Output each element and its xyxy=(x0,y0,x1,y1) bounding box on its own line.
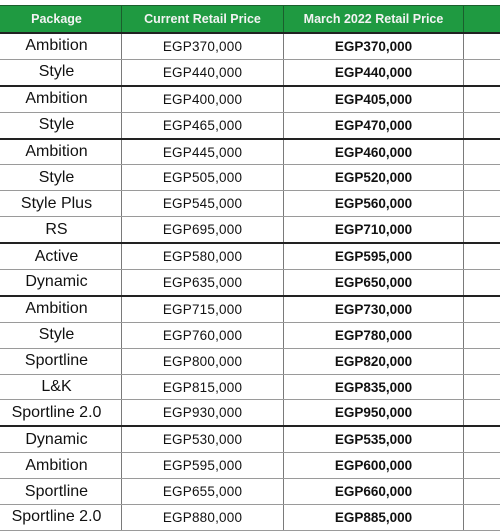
extra-cell xyxy=(464,191,500,217)
table-row xyxy=(0,165,500,191)
extra-cell xyxy=(464,505,500,531)
table-row xyxy=(0,59,500,85)
package-cell: Ambition xyxy=(0,33,122,59)
package-cell: Sportline xyxy=(0,479,122,505)
march-price-cell: EGP835,000 xyxy=(284,374,464,400)
current-price-cell: EGP815,000 xyxy=(122,374,284,400)
current-price-cell: EGP440,000 xyxy=(122,59,284,85)
current-price-cell: EGP595,000 xyxy=(122,453,284,479)
current-price-cell: EGP800,000 xyxy=(122,348,284,374)
march-price-cell: EGP405,000 xyxy=(284,86,464,112)
header-package: Package xyxy=(0,6,122,34)
march-price-cell: EGP710,000 xyxy=(284,217,464,243)
table-row xyxy=(0,86,500,112)
package-cell: Dynamic xyxy=(0,426,122,452)
current-price-cell: EGP465,000 xyxy=(122,112,284,138)
package-cell: L&K xyxy=(0,374,122,400)
current-price-cell: EGP505,000 xyxy=(122,165,284,191)
extra-cell xyxy=(464,59,500,85)
package-cell: Style xyxy=(0,322,122,348)
extra-cell xyxy=(464,296,500,322)
table-row xyxy=(0,112,500,138)
march-price-cell: EGP950,000 xyxy=(284,400,464,426)
table-row xyxy=(0,191,500,217)
table-row xyxy=(0,400,500,426)
current-price-cell: EGP760,000 xyxy=(122,322,284,348)
package-cell: Style Plus xyxy=(0,191,122,217)
march-price-cell: EGP560,000 xyxy=(284,191,464,217)
current-price-cell: EGP400,000 xyxy=(122,86,284,112)
extra-cell xyxy=(464,426,500,452)
table-row xyxy=(0,348,500,374)
package-cell: Sportline 2.0 xyxy=(0,400,122,426)
table-row xyxy=(0,296,500,322)
package-cell: Ambition xyxy=(0,453,122,479)
table-row xyxy=(0,453,500,479)
package-cell: Style xyxy=(0,112,122,138)
march-price-cell: EGP660,000 xyxy=(284,479,464,505)
current-price-cell: EGP635,000 xyxy=(122,270,284,296)
header-march-2022-retail-price: March 2022 Retail Price xyxy=(284,6,464,34)
package-cell: Ambition xyxy=(0,139,122,165)
table-row xyxy=(0,33,500,59)
march-price-cell: EGP885,000 xyxy=(284,505,464,531)
table-row xyxy=(0,426,500,452)
march-price-cell: EGP470,000 xyxy=(284,112,464,138)
table-body xyxy=(0,33,500,530)
extra-cell xyxy=(464,453,500,479)
current-price-cell: EGP445,000 xyxy=(122,139,284,165)
current-price-cell: EGP715,000 xyxy=(122,296,284,322)
table-row xyxy=(0,217,500,243)
extra-cell xyxy=(464,322,500,348)
package-cell: Style xyxy=(0,59,122,85)
extra-cell xyxy=(464,139,500,165)
package-cell: Ambition xyxy=(0,296,122,322)
package-cell: RS xyxy=(0,217,122,243)
march-price-cell: EGP780,000 xyxy=(284,322,464,348)
march-price-cell: EGP600,000 xyxy=(284,453,464,479)
package-cell: Style xyxy=(0,165,122,191)
march-price-cell: EGP650,000 xyxy=(284,270,464,296)
current-price-cell: EGP695,000 xyxy=(122,217,284,243)
package-cell: Dynamic xyxy=(0,270,122,296)
header-row xyxy=(0,6,500,34)
current-price-cell: EGP545,000 xyxy=(122,191,284,217)
march-price-cell: EGP460,000 xyxy=(284,139,464,165)
table-row xyxy=(0,243,500,269)
price-table-sheet xyxy=(0,5,500,531)
march-price-cell: EGP370,000 xyxy=(284,33,464,59)
package-cell: Active xyxy=(0,243,122,269)
current-price-cell: EGP580,000 xyxy=(122,243,284,269)
march-price-cell: EGP520,000 xyxy=(284,165,464,191)
extra-cell xyxy=(464,374,500,400)
extra-cell xyxy=(464,86,500,112)
march-price-cell: EGP440,000 xyxy=(284,59,464,85)
table-row xyxy=(0,322,500,348)
extra-cell xyxy=(464,400,500,426)
price-table xyxy=(0,5,500,531)
extra-cell xyxy=(464,270,500,296)
extra-cell xyxy=(464,112,500,138)
package-cell: Sportline xyxy=(0,348,122,374)
header-current-retail-price: Current Retail Price xyxy=(122,6,284,34)
table-row xyxy=(0,270,500,296)
march-price-cell: EGP595,000 xyxy=(284,243,464,269)
extra-cell xyxy=(464,479,500,505)
table-row xyxy=(0,374,500,400)
extra-cell xyxy=(464,217,500,243)
march-price-cell: EGP730,000 xyxy=(284,296,464,322)
current-price-cell: EGP655,000 xyxy=(122,479,284,505)
extra-cell xyxy=(464,243,500,269)
package-cell: Ambition xyxy=(0,86,122,112)
extra-cell xyxy=(464,33,500,59)
current-price-cell: EGP370,000 xyxy=(122,33,284,59)
march-price-cell: EGP535,000 xyxy=(284,426,464,452)
march-price-cell: EGP820,000 xyxy=(284,348,464,374)
table-row xyxy=(0,505,500,531)
current-price-cell: EGP930,000 xyxy=(122,400,284,426)
extra-cell xyxy=(464,348,500,374)
table-row xyxy=(0,139,500,165)
current-price-cell: EGP880,000 xyxy=(122,505,284,531)
table-row xyxy=(0,479,500,505)
header-extra-column xyxy=(464,6,500,34)
package-cell: Sportline 2.0 xyxy=(0,505,122,531)
current-price-cell: EGP530,000 xyxy=(122,426,284,452)
extra-cell xyxy=(464,165,500,191)
